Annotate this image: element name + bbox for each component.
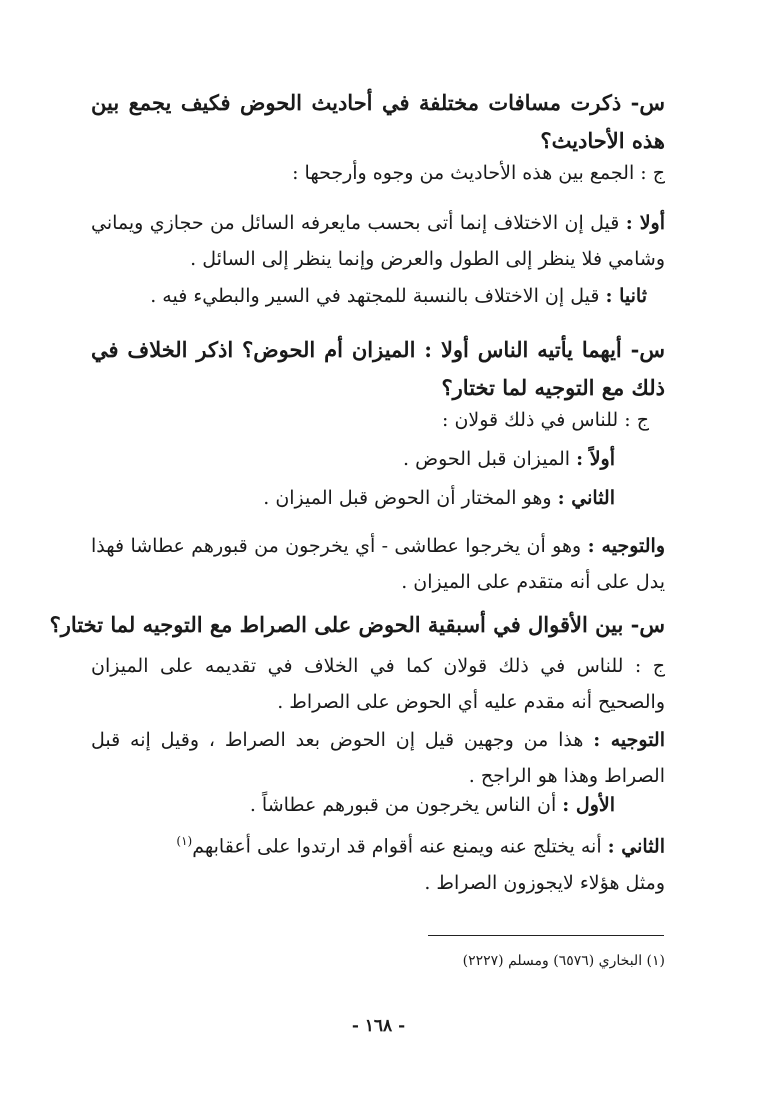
point-3-1	[91, 722, 665, 794]
answer-text: للناس في ذلك قولان كما في الخلاف في تقديمه على الميزان والصحيح أنه مقدم عليه أي الحوض على الصراط .	[91, 655, 665, 713]
footnote-divider	[428, 935, 664, 936]
point-text: وهو المختار أن الحوض قبل الميزان .	[263, 487, 552, 509]
question-2	[91, 331, 665, 407]
question-title: ذكرت مسافات مختلفة في أحاديث الحوض فكيف يجمع بين هذه الأحاديث؟	[91, 90, 665, 153]
question-marker: س-	[630, 337, 665, 362]
point-text: أن الناس يخرجون من قبورهم عطاشاً .	[249, 794, 557, 816]
point-label: والتوجيه :	[587, 535, 665, 557]
question-marker: س-	[630, 90, 666, 115]
answer-marker: ج :	[624, 409, 649, 431]
question-1	[91, 84, 665, 160]
point-2-1	[403, 448, 615, 470]
point-label: ثانيا :	[605, 285, 647, 307]
question-title: بين الأقوال في أسبقية الحوض على الصراط مع التوجيه لما تختار؟	[49, 612, 624, 637]
question-3	[50, 612, 665, 637]
answer-3	[91, 648, 665, 720]
answer-marker: ج :	[640, 162, 665, 184]
answer-2	[442, 409, 649, 431]
point-label: التوجيه :	[593, 729, 665, 751]
point-1-1	[91, 205, 665, 277]
point-label: الثاني :	[557, 487, 615, 509]
footnote: (١) البخاري (٦٥٧٦) ومسلم (٢٢٢٧)	[462, 953, 665, 969]
question-title: أيهما يأتيه الناس أولا : الميزان أم الحوض؟ اذكر الخلاف في ذلك مع التوجيه لما تختار؟	[91, 337, 665, 400]
point-3-3	[176, 834, 665, 857]
point-label: الثاني :	[607, 835, 665, 858]
page-number: - ١٦٨ -	[351, 1016, 406, 1036]
point-2-2	[263, 487, 615, 509]
point-text: ومثل هؤلاء لايجوزون الصراط .	[424, 872, 665, 894]
point-3-3-continued	[424, 872, 665, 894]
point-text: الميزان قبل الحوض .	[403, 448, 571, 470]
point-text: وهو أن يخرجوا عطاشى - أي يخرجون من قبورهم عطاشا فهذا يدل على أنه متقدم على الميزان .	[91, 535, 665, 593]
point-text: قيل إن الاختلاف بالنسبة للمجتهد في السير والبطيء فيه .	[150, 285, 600, 307]
answer-1	[292, 162, 665, 184]
answer-text: الجمع بين هذه الأحاديث من وجوه وأرجحها :	[292, 162, 635, 184]
point-label: أولاً :	[576, 448, 615, 470]
footnote-ref: (١)	[176, 834, 193, 848]
point-2-3	[91, 528, 665, 600]
answer-text: للناس في ذلك قولان :	[442, 409, 619, 431]
point-text: أنه يختلج عنه ويمنع عنه أقوام قد ارتدوا على أعقابهم	[192, 835, 602, 858]
answer-marker: ج :	[634, 655, 665, 677]
question-marker: س-	[630, 612, 665, 637]
point-label: الأول :	[562, 794, 615, 816]
point-3-2	[250, 794, 615, 816]
point-label: أولا :	[625, 212, 665, 234]
point-text: قيل إن الاختلاف إنما أتى بحسب مايعرفه السائل من حجازي ويماني وشامي فلا ينظر إلى الطول والعرض وإنما ينظر إلى السائل .	[91, 212, 665, 270]
point-1-2	[150, 285, 647, 307]
point-text: هذا من وجهين قيل إن الحوض بعد الصراط ، وقيل إنه قبل الصراط وهذا هو الراجح .	[91, 729, 665, 787]
